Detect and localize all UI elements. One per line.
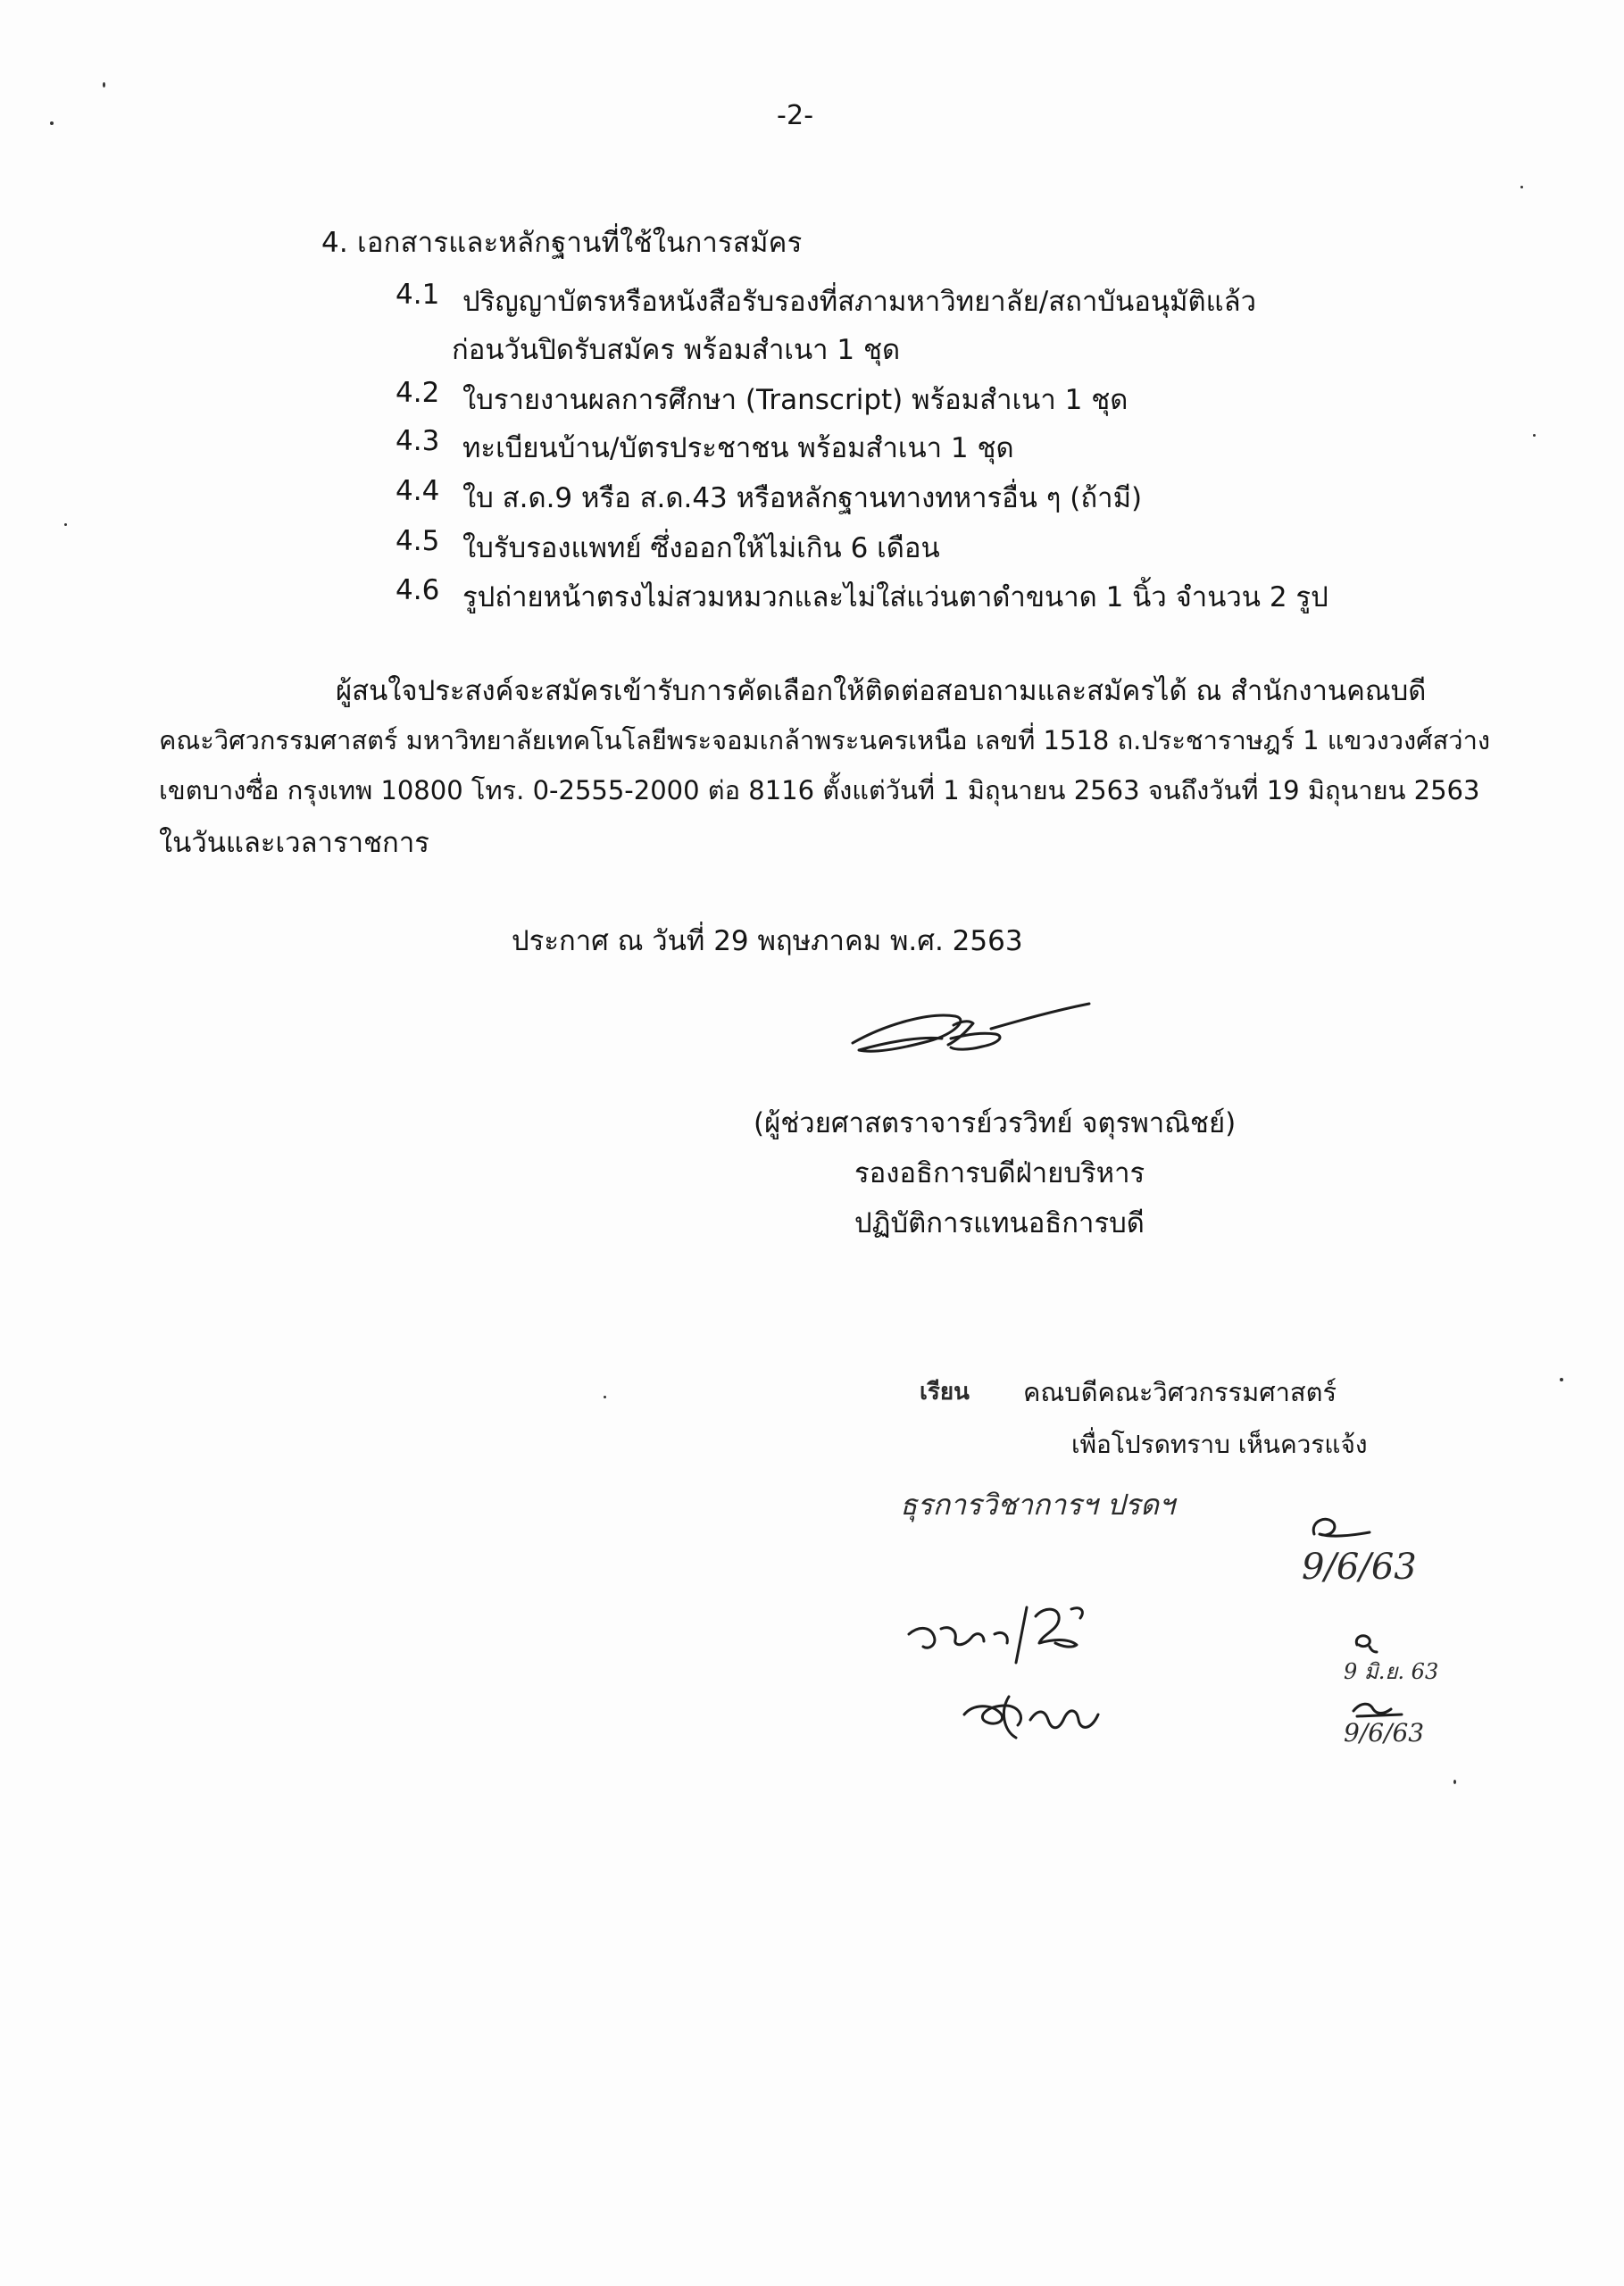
- page-number: -2-: [777, 100, 814, 131]
- scan-speck: [1453, 1780, 1456, 1784]
- scan-speck: [1533, 434, 1536, 437]
- handwritten-initial: [1350, 1627, 1395, 1659]
- item-number: 4.4: [396, 475, 440, 507]
- item-text: รูปถ่ายหน้าตรงไม่สวมหมวกและไม่ใส่แว่นตาดำขนาด 1 นิ้ว จำนวน 2 รูป: [462, 581, 1328, 613]
- scan-speck: [1560, 1378, 1563, 1381]
- item-text: ใบรับรองแพทย์ ซึ่งออกให้ไม่เกิน 6 เดือน: [462, 532, 940, 564]
- handwritten-date: 9 มิ.ย. 63: [1344, 1659, 1439, 1684]
- announcement-date: ประกาศ ณ วันที่ 29 พฤษภาคม พ.ศ. 2563: [512, 925, 1023, 957]
- handwritten-date: 9/6/63: [1344, 1718, 1425, 1748]
- signatory-name: (ผู้ช่วยศาสตราจารย์วรวิทย์ จตุรพาณิชย์): [754, 1107, 1237, 1139]
- scan-speck: [50, 121, 54, 125]
- handwritten-initial: [1348, 1695, 1411, 1722]
- item-text: ใบรายงานผลการศึกษา (Transcript) พร้อมสำเนา 1 ชุด: [462, 384, 1128, 416]
- signatory-acting: ปฏิบัติการแทนอธิการบดี: [854, 1207, 1145, 1239]
- item-number: 4.3: [396, 425, 440, 457]
- handwritten-date: 9/6/63: [1302, 1547, 1417, 1588]
- item-text-continued: ก่อนวันปิดรับสมัคร พร้อมสำเนา 1 ชุด: [452, 334, 901, 366]
- routing-line-1: คณบดีคณะวิศวกรรมศาสตร์: [1023, 1377, 1337, 1407]
- contact-paragraph-line: เขตบางซื่อ กรุงเทพ 10800 โทร. 0-2555-2000 ต่อ 8116 ตั้งแต่วันที่ 1 มิถุนายน 2563 จนถึงวันที่ 19 มิถุนายน 2563: [159, 775, 1480, 805]
- signature-scribble: [848, 998, 1098, 1070]
- contact-paragraph-line: คณะวิศวกรรมศาสตร์ มหาวิทยาลัยเทคโนโลยีพระจอมเกล้าพระนครเหนือ เลขที่ 1518 ถ.ประชาราษฎร์ 1 แขวงวงศ์สว่าง: [159, 725, 1491, 755]
- section-heading: 4. เอกสารและหลักฐานที่ใช้ในการสมัคร: [321, 227, 803, 259]
- item-text: ปริญญาบัตรหรือหนังสือรับรองที่สภามหาวิทยาลัย/สถาบันอนุมัติแล้ว: [462, 286, 1256, 318]
- scan-speck: [103, 82, 105, 88]
- handwritten-signature: [955, 1679, 1152, 1750]
- item-number: 4.1: [396, 279, 440, 311]
- handwritten-note: ธุรการวิชาการฯ ปรดฯ: [900, 1488, 1175, 1522]
- routing-line-2: เพื่อโปรดทราบ เห็นควรแจ้ง: [1071, 1430, 1368, 1459]
- item-text: ใบ ส.ด.9 หรือ ส.ด.43 หรือหลักฐานทางทหารอื่น ๆ (ถ้ามี): [462, 482, 1143, 514]
- routing-prefix: เรียน: [920, 1379, 970, 1406]
- scan-speck: [604, 1396, 606, 1398]
- scan-speck: [64, 523, 67, 526]
- signatory-position: รองอธิการบดีฝ่ายบริหาร: [854, 1157, 1145, 1189]
- contact-paragraph-line: ในวันและเวลาราชการ: [159, 827, 429, 859]
- handwritten-initial: [1305, 1507, 1377, 1552]
- scan-speck: [1520, 186, 1523, 188]
- contact-paragraph-line: ผู้สนใจประสงค์จะสมัครเข้ารับการคัดเลือกให้ติดต่อสอบถามและสมัครได้ ณ สำนักงานคณบดี: [336, 675, 1427, 707]
- item-number: 4.5: [396, 525, 440, 557]
- item-number: 4.2: [396, 377, 440, 409]
- item-number: 4.6: [396, 574, 440, 606]
- item-text: ทะเบียนบ้าน/บัตรประชาชน พร้อมสำเนา 1 ชุด: [462, 432, 1014, 464]
